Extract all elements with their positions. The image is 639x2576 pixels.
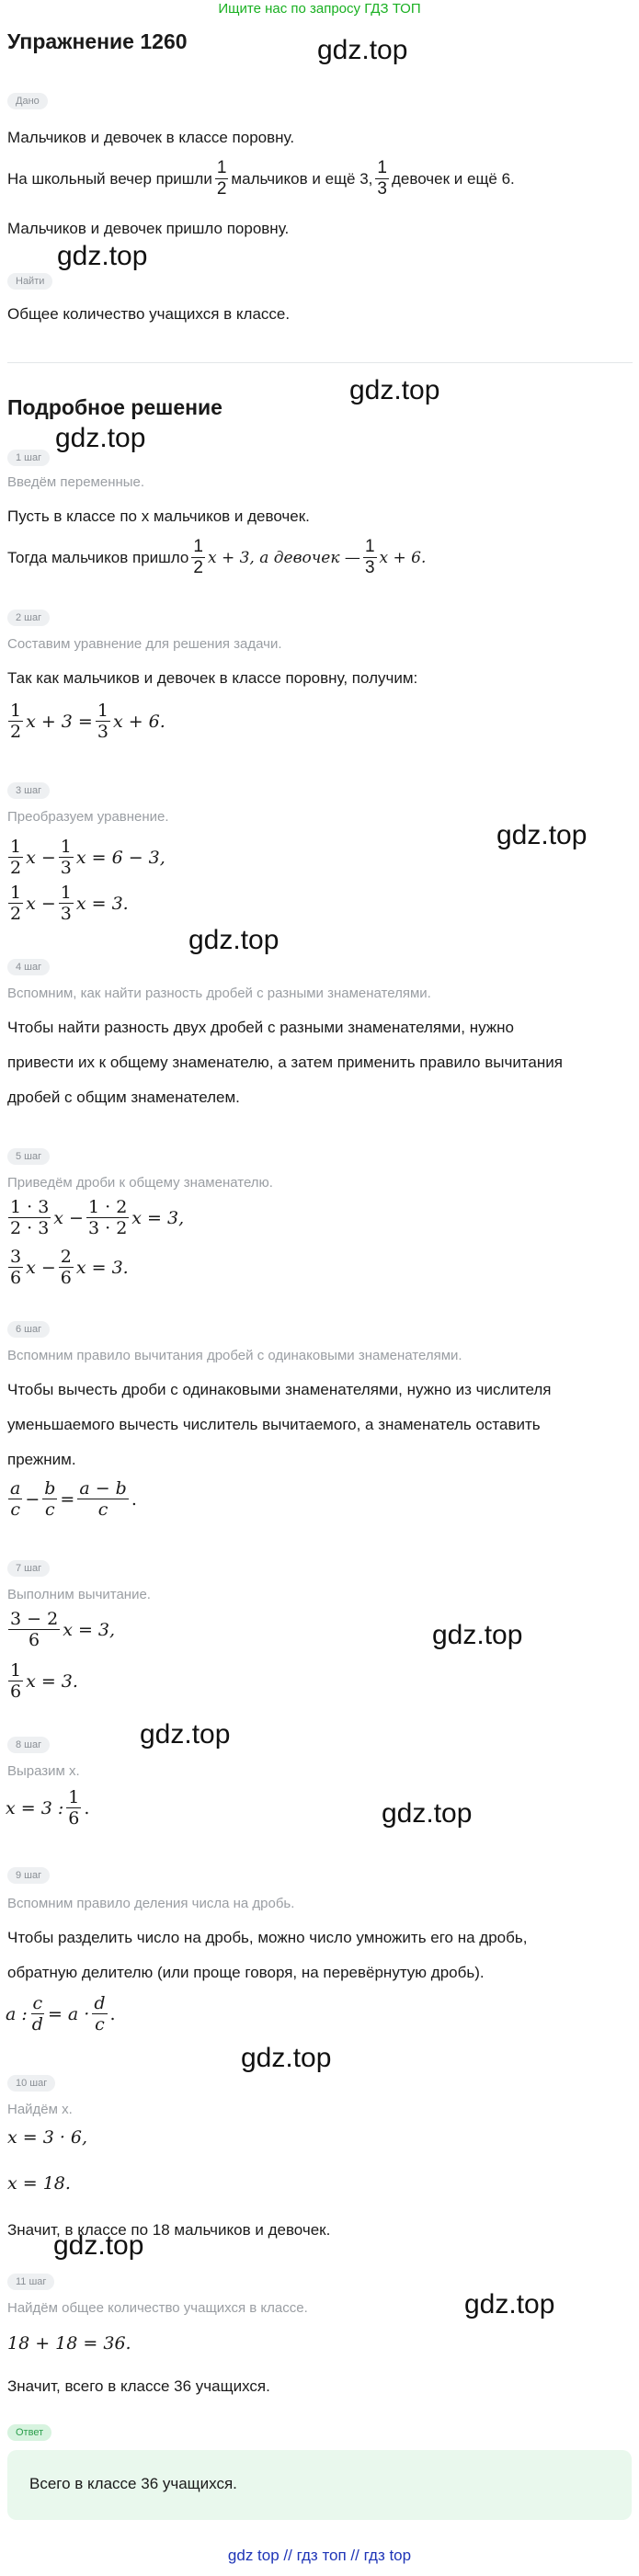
step-9-rule: a : $\frac{c}{d}$ = a · $\frac{d}{c}$ . — [6, 1993, 116, 2035]
step-3-hint: Преобразуем уравнение. — [7, 809, 169, 825]
watermark: gdz.top — [317, 35, 408, 65]
watermark: gdz.top — [140, 1719, 231, 1750]
watermark: gdz.top — [464, 2289, 555, 2320]
step-11-hint: Найдём общее количество учащихся в классе. — [7, 2300, 308, 2316]
step-4-text-2: привести их к общему знаменателю, а затем применить правило вычитания — [7, 1054, 563, 1071]
step-1-label: 1 шаг — [7, 450, 50, 466]
given-line-3: Мальчиков и девочек пришло поровну. — [7, 220, 290, 237]
step-3-equation-2: $\frac{1}{2}$ x − $\frac{1}{3}$ x = 3. — [10, 883, 129, 924]
step-9-text-2: обратную делителю (или проще говоря, на перевёрнутую дробь). — [7, 1964, 485, 1981]
step-10-text: Значит, в классе по 18 мальчиков и девочек. — [7, 2221, 331, 2239]
watermark: gdz.top — [349, 375, 440, 405]
step-6-text-1: Чтобы вычесть дроби с одинаковыми знаменателями, нужно из числителя — [7, 1381, 552, 1398]
step-6-rule: $\frac{a}{c}$ − $\frac{b}{c}$ = $\frac{a - b}{c}$ . — [10, 1478, 137, 1520]
step-4-label: 4 шаг — [7, 959, 50, 975]
watermark: gdz.top — [53, 2230, 144, 2261]
step-7-equation-2: $\frac{1}{6}$ x = 3. — [10, 1660, 78, 1702]
divider — [7, 362, 633, 363]
step-4-hint: Вспомним, как найти разность дробей с разными знаменателями. — [7, 986, 431, 1001]
step-10-equation-2: x = 18. — [7, 2173, 71, 2194]
find-label: Найти — [7, 273, 52, 290]
step-7-equation-1: $\frac{3 - 2}{6}$ x = 3, — [10, 1609, 116, 1650]
step-2-hint: Составим уравнение для решения задачи. — [7, 636, 282, 652]
step-11-text: Значит, всего в классе 36 учащихся. — [7, 2377, 270, 2395]
answer-label: Ответ — [7, 2424, 51, 2441]
find-text: Общее количество учащихся в классе. — [7, 305, 291, 323]
footer-links[interactable]: gdz top // гдз топ // гдз top — [227, 2547, 412, 2564]
solution-title: Подробное решение — [7, 395, 223, 419]
step-7-label: 7 шаг — [7, 1560, 50, 1577]
answer-text: Всего в классе 36 учащихся. — [29, 2475, 237, 2492]
step-7-hint: Выполним вычитание. — [7, 1587, 151, 1602]
step-1-hint: Введём переменные. — [7, 474, 145, 490]
watermark: gdz.top — [188, 925, 280, 955]
step-6-hint: Вспомним правило вычитания дробей с одинаковыми знаменателями. — [7, 1348, 462, 1363]
step-10-equation-1: x = 3 · 6, — [7, 2127, 88, 2148]
step-6-text-3: прежним. — [7, 1451, 76, 1468]
step-5-label: 5 шаг — [7, 1148, 50, 1165]
step-8-hint: Выразим x. — [7, 1763, 80, 1779]
step-11-equation: 18 + 18 = 36. — [7, 2333, 131, 2354]
watermark: gdz.top — [382, 1798, 473, 1829]
step-2-label: 2 шаг — [7, 610, 50, 626]
step-5-hint: Приведём дроби к общему знаменателю. — [7, 1175, 273, 1191]
step-4-text-3: дробей с общим знаменателем. — [7, 1089, 240, 1106]
given-label: Дано — [7, 93, 48, 109]
watermark: gdz.top — [55, 423, 146, 453]
step-5-equation-1: $\frac{1 \cdot 3}{2 \cdot 3}$ x − $\frac{1 \cdot 2}{3 \cdot 2}$ x = 3, — [10, 1197, 185, 1238]
page-title: Упражнение 1260 — [7, 29, 188, 53]
given-line-2: На школьный вечер пришли $\frac{1}{2}$ мальчиков и ещё 3, $\frac{1}{3}$ девочек и ещё 6. — [7, 158, 515, 199]
step-2-line-1: Так как мальчиков и девочек в классе поровну, получим: — [7, 669, 418, 687]
step-9-label: 9 шаг — [7, 1867, 50, 1884]
step-3-label: 3 шаг — [7, 782, 50, 799]
step-6-label: 6 шаг — [7, 1321, 50, 1338]
step-2-equation: $\frac{1}{2}$ x + 3 = $\frac{1}{3}$ x + 6. — [10, 701, 165, 742]
step-9-text-1: Чтобы разделить число на дробь, можно число умножить его на дробь, — [7, 1929, 528, 1946]
step-10-hint: Найдём x. — [7, 2102, 73, 2117]
step-1-line-1: Пусть в классе по x мальчиков и девочек. — [7, 507, 310, 525]
given-line-1: Мальчиков и девочек в классе поровну. — [7, 129, 295, 146]
watermark: gdz.top — [241, 2043, 332, 2073]
top-banner-link[interactable]: Ищите нас по запросу ГДЗ ТОП — [218, 1, 421, 17]
step-6-text-2: уменьшаемого вычесть числитель вычитаемого, а знаменатель оставить — [7, 1416, 541, 1433]
step-4-text-1: Чтобы найти разность двух дробей с разными знаменателями, нужно — [7, 1019, 515, 1036]
step-5-equation-2: $\frac{3}{6}$ x − $\frac{2}{6}$ x = 3. — [10, 1247, 129, 1288]
watermark: gdz.top — [432, 1620, 523, 1650]
step-8-equation: x = 3 : $\frac{1}{6}$ . — [6, 1787, 90, 1829]
step-8-label: 8 шаг — [7, 1737, 50, 1753]
watermark: gdz.top — [57, 241, 148, 271]
step-11-label: 11 шаг — [7, 2274, 54, 2290]
watermark: gdz.top — [496, 820, 588, 850]
step-9-hint: Вспомним правило деления числа на дробь. — [7, 1896, 295, 1911]
step-3-equation-1: $\frac{1}{2}$ x − $\frac{1}{3}$ x = 6 − 3, — [10, 837, 165, 878]
step-1-line-2: Тогда мальчиков пришло $\frac{1}{2}$ x + 3, а девочек — $\frac{1}{3}$ x + 6. — [7, 537, 427, 577]
step-10-label: 10 шаг — [7, 2075, 55, 2092]
